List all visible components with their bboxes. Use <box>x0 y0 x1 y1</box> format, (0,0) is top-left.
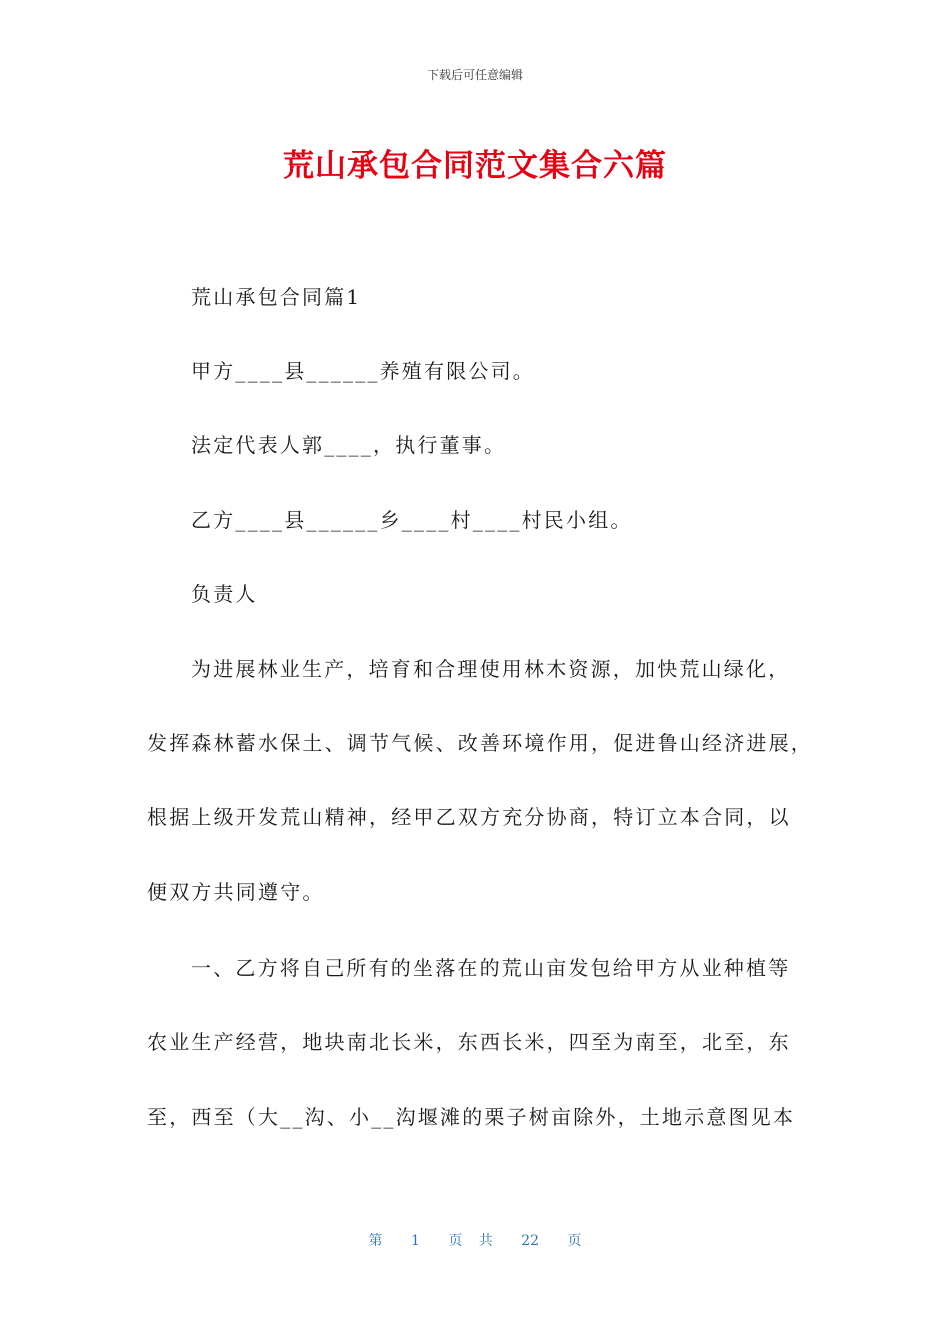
party-a-line: 甲方____县______养殖有限公司。 <box>191 359 535 383</box>
responsible-person-line: 负责人 <box>191 582 258 606</box>
clause-line: 农业生产经营，地块南北长米，东西长米，四至为南至，北至，东 <box>147 1030 791 1054</box>
party-b-line: 乙方____县______乡____村____村民小组。 <box>191 508 633 532</box>
paragraph-line: 发挥森林蓄水保土、调节气候、改善环境作用，促进鲁山经济进展， <box>147 731 813 755</box>
legal-representative-line: 法定代表人郭____，执行董事。 <box>191 433 507 457</box>
page-header: 下载后可任意编辑 <box>426 68 523 82</box>
clause-line: 一、乙方将自己所有的坐落在的荒山亩发包给甲方从业种植等 <box>191 956 791 980</box>
footer-page-suffix: 页 <box>567 1233 582 1249</box>
footer-page-of: 页 共 <box>448 1233 493 1249</box>
footer-page-label: 第 <box>368 1233 383 1249</box>
footer-page-number: 1 <box>410 1233 420 1249</box>
footer-total-pages: 22 <box>521 1233 540 1249</box>
page-footer <box>0 1230 950 1250</box>
clause-line: 至，西至（大__沟、小__沟堰滩的栗子树亩除外，土地示意图见本 <box>147 1105 796 1129</box>
document-title: 荒山承包合同范文集合六篇 <box>283 148 667 184</box>
paragraph-line: 便双方共同遵守。 <box>147 880 325 904</box>
section-heading: 荒山承包合同篇1 <box>191 285 362 309</box>
paragraph-line: 根据上级开发荒山精神，经甲乙双方充分协商，特订立本合同，以 <box>147 805 791 829</box>
paragraph-line: 为进展林业生产，培育和合理使用林木资源，加快荒山绿化， <box>191 657 791 681</box>
